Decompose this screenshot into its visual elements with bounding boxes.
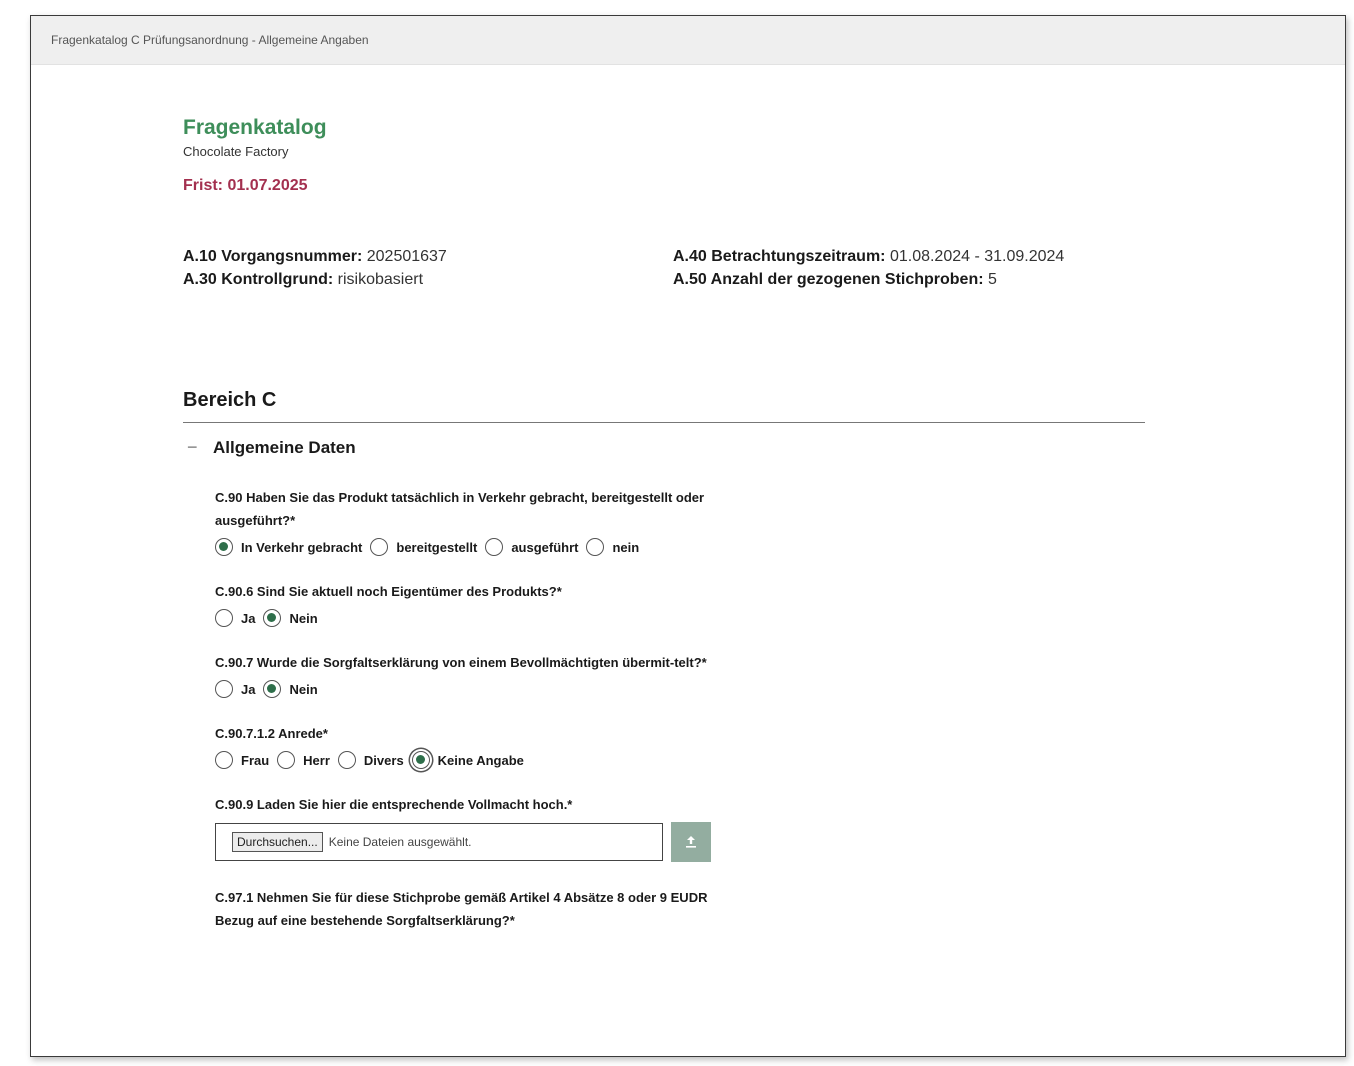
radio-button[interactable] <box>215 680 233 698</box>
radio-option-nein[interactable] <box>263 609 317 627</box>
radio-button[interactable] <box>338 751 356 769</box>
radio-label: ausgeführt <box>511 539 579 555</box>
radio-label: Herr <box>303 752 330 768</box>
meta-a10-label: A.10 Vorgangsnummer: <box>183 248 363 265</box>
question-c90-label: C.90 Haben Sie das Produkt tatsächlich in Verkehr gebracht, bereitgestellt oder ausgeführt?* <box>215 490 705 528</box>
meta-a10-value: 202501637 <box>362 248 447 265</box>
file-upload <box>215 822 1145 862</box>
meta-a40 <box>673 245 1064 268</box>
collapse-icon[interactable]: − <box>187 437 198 457</box>
meta-a30-value: risikobasiert <box>333 271 424 288</box>
meta-a40-label: A.40 Betrachtungszeitraum: <box>673 248 886 265</box>
question-c909 <box>215 793 1145 862</box>
radio-label: Ja <box>241 681 256 697</box>
meta-a10 <box>183 245 447 268</box>
question-c907-label: C.90.7 Wurde die Sorgfaltserklärung von einem Bevollmächtigten übermit-telt?* <box>215 655 707 670</box>
question-c90 <box>215 486 1145 556</box>
group-title: Allgemeine Daten <box>213 437 356 457</box>
radio-option-bereitgestellt[interactable] <box>370 538 477 556</box>
radio-option-nein[interactable] <box>263 680 317 698</box>
page-title: Fragenkatalog <box>183 116 327 139</box>
radio-group-c90 <box>215 538 1145 556</box>
question-c90712-label: C.90.7.1.2 Anrede* <box>215 726 328 741</box>
radio-button[interactable] <box>485 538 503 556</box>
radio-option-ja[interactable] <box>215 680 255 698</box>
upload-icon <box>684 835 698 849</box>
radio-option-herr[interactable] <box>277 751 330 769</box>
radio-label: Ja <box>241 610 256 626</box>
group-header-allgemeine-daten[interactable] <box>183 437 1145 458</box>
upload-button[interactable] <box>671 822 711 862</box>
meta-info <box>183 245 1145 288</box>
meta-a40-value: 01.08.2024 - 31.09.2024 <box>885 248 1065 265</box>
radio-label: Keine Angabe <box>437 752 524 768</box>
question-c907 <box>215 651 1145 698</box>
radio-button-checked[interactable] <box>263 609 281 627</box>
question-c971 <box>215 886 1145 932</box>
meta-column-right <box>673 245 1064 291</box>
radio-option-nein[interactable] <box>586 538 639 556</box>
radio-button[interactable] <box>370 538 388 556</box>
question-c906-label: C.90.6 Sind Sie aktuell noch Eigentümer des Produkts?* <box>215 584 562 599</box>
radio-button-checked[interactable] <box>263 680 281 698</box>
page-subtitle: Chocolate Factory <box>183 144 289 159</box>
question-c909-label: C.90.9 Laden Sie hier die entsprechende Vollmacht hoch.* <box>215 797 573 812</box>
meta-a30-label: A.30 Kontrollgrund: <box>183 271 334 288</box>
radio-option-frau[interactable] <box>215 751 269 769</box>
app-window <box>30 15 1346 1057</box>
radio-button[interactable] <box>215 609 233 627</box>
radio-label: Frau <box>241 752 270 768</box>
radio-button[interactable] <box>277 751 295 769</box>
question-list <box>215 486 1145 932</box>
radio-label: Nein <box>289 610 318 626</box>
radio-group-c907 <box>215 680 1145 698</box>
radio-button[interactable] <box>586 538 604 556</box>
question-c906 <box>215 580 1145 627</box>
file-input[interactable] <box>215 823 663 861</box>
radio-group-c90712 <box>215 751 1145 769</box>
meta-a30 <box>183 268 447 291</box>
radio-group-c906 <box>215 609 1145 627</box>
radio-label: Nein <box>289 681 318 697</box>
question-c90712 <box>215 722 1145 769</box>
meta-a50-label: A.50 Anzahl der gezogenen Stichproben: <box>673 271 984 288</box>
radio-option-in-verkehr-gebracht[interactable] <box>215 538 362 556</box>
radio-button-checked[interactable] <box>412 751 430 769</box>
window-title: Fragenkatalog C Prüfungsanordnung - Allgemeine Angaben <box>51 33 369 47</box>
radio-option-ja[interactable] <box>215 609 255 627</box>
main-content <box>183 116 1145 932</box>
radio-button[interactable] <box>215 751 233 769</box>
meta-column-left <box>183 245 447 291</box>
meta-a50 <box>673 268 1064 291</box>
question-c971-label: C.97.1 Nehmen Sie für diese Stichprobe gemäß Artikel 4 Absätze 8 oder 9 EUDR Bezug auf eine bestehende Sorgfaltserklärung?* <box>215 890 708 928</box>
window-titlebar <box>31 16 1345 65</box>
radio-label: nein <box>612 539 640 555</box>
radio-option-keine-angabe[interactable] <box>412 751 524 769</box>
radio-label: In Verkehr gebracht <box>241 539 363 555</box>
radio-option-divers[interactable] <box>338 751 404 769</box>
deadline-text: Frist: 01.07.2025 <box>183 177 308 194</box>
file-status: Keine Dateien ausgewählt. <box>328 835 472 849</box>
radio-label: Divers <box>363 752 404 768</box>
meta-a50-value: 5 <box>983 271 997 288</box>
browse-button[interactable]: Durchsuchen... <box>232 832 323 852</box>
radio-button-checked[interactable] <box>215 538 233 556</box>
radio-label: bereitgestellt <box>396 539 478 555</box>
radio-option-ausgefuehrt[interactable] <box>485 538 578 556</box>
section-title: Bereich C <box>183 389 1145 423</box>
